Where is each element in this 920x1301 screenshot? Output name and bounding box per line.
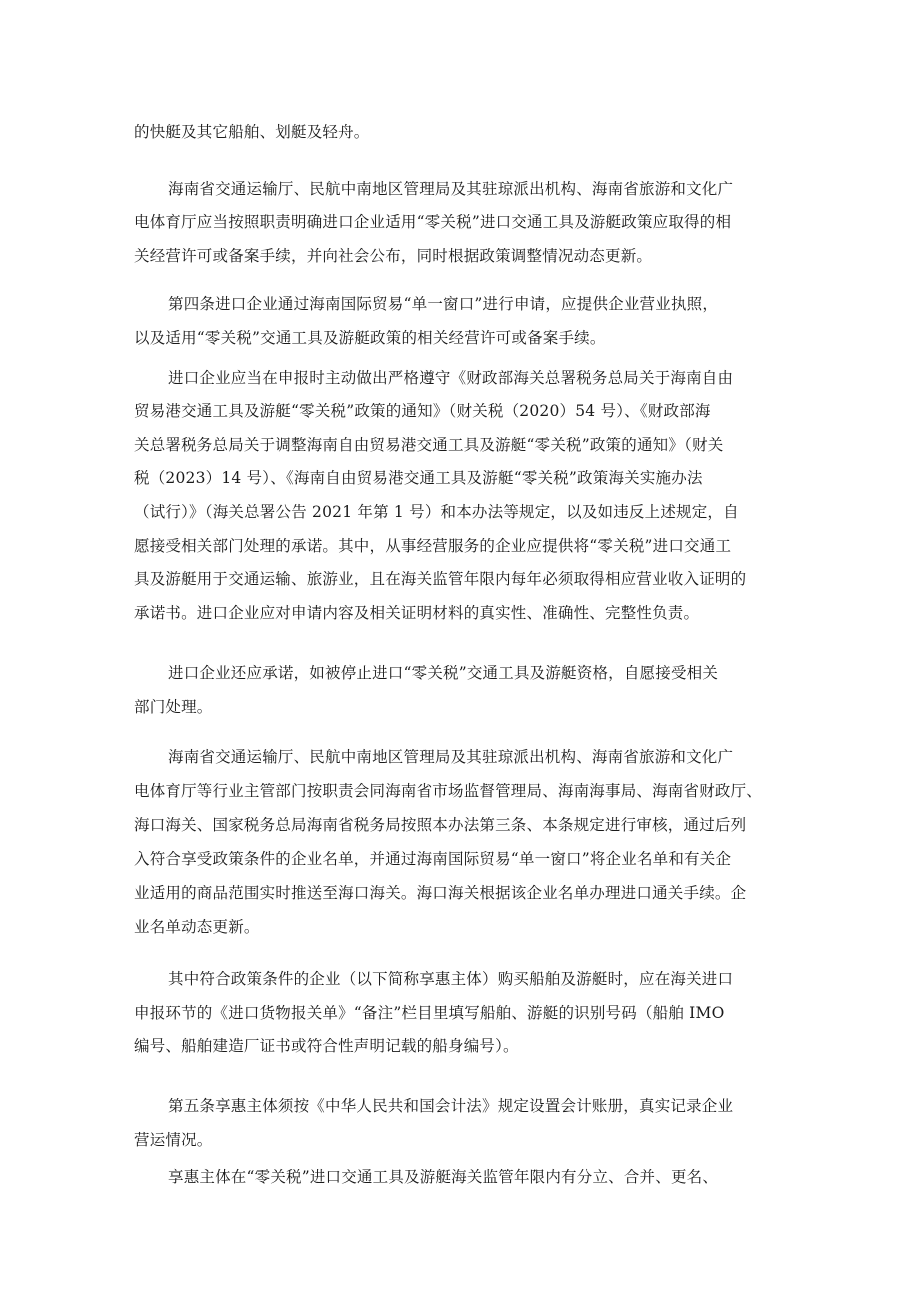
text-line: 申报环节的《进口货物报关单》“备注”栏目里填写船舶、游艇的识别号码（船舶 IMO <box>134 1004 725 1022</box>
text-line: 具及游艇用于交通运输、旅游业，且在海关监管年限内每年必须取得相应营业收入证明的 <box>134 570 747 588</box>
paragraph-7-line-1 <box>0 965 920 993</box>
paragraph-2-line-3 <box>0 242 920 270</box>
text-line: 进口企业应当在申报时主动做出严格遵守《财政部海关总署税务总局关于海南自由 <box>168 369 734 387</box>
text-line: 业适用的商品范围实时推送至海口海关。海口海关根据该企业名单办理进口通关手续。企 <box>134 884 747 902</box>
text-line: 其中符合政策条件的企业（以下简称享惠主体）购买船舶及游艇时，应在海关进口 <box>168 970 734 988</box>
paragraph-6-line-5 <box>0 879 920 907</box>
paragraph-6-line-6 <box>0 913 920 941</box>
text-line: 编号、船舶建造厂证书或符合性声明记载的船身编号）。 <box>134 1037 519 1055</box>
paragraph-8-line-1 <box>0 1092 920 1120</box>
text-line: 的快艇及其它船舶、划艇及轻舟。 <box>134 123 370 141</box>
paragraph-4-line-3 <box>0 431 920 459</box>
paragraph-5-line-1 <box>0 659 920 687</box>
paragraph-1-line-1 <box>0 118 920 146</box>
text-line: 部门处理。 <box>134 698 213 716</box>
text-line: 进口企业还应承诺，如被停止进口“零关税”交通工具及游艇资格，自愿接受相关 <box>168 664 719 682</box>
text-line: 入符合享受政策条件的企业名单，并通过海南国际贸易“单一窗口”将企业名单和有关企 <box>134 850 732 868</box>
paragraph-4-line-4 <box>0 464 920 492</box>
text-line: 营运情况。 <box>134 1131 213 1149</box>
paragraph-4-line-8 <box>0 599 920 627</box>
text-line: 愿接受相关部门处理的承诺。其中，从事经营服务的企业应提供将“零关税”进口交通工 <box>134 537 732 555</box>
paragraph-4-line-1 <box>0 364 920 392</box>
paragraph-7-line-2 <box>0 999 920 1027</box>
text-line: 承诺书。进口企业应对申请内容及相关证明材料的真实性、准确性、完整性负责。 <box>134 604 700 622</box>
text-line: （试行）》（海关总署公告 2021 年第 1 号）和本办法等规定，以及如违反上述规定，自 <box>134 503 739 521</box>
paragraph-4-line-7 <box>0 565 920 593</box>
paragraph-2-line-1 <box>0 175 920 203</box>
text-line: 税（2023）14 号）、《海南自由贸易港交通工具及游艇“零关税”政策海关实施办法 <box>134 469 703 487</box>
paragraph-6-line-2 <box>0 777 920 805</box>
paragraph-3-line-2 <box>0 324 920 352</box>
text-line: 关经营许可或备案手续，并向社会公布，同时根据政策调整情况动态更新。 <box>134 247 653 265</box>
text-line: 业名单动态更新。 <box>134 918 260 936</box>
text-line: 电体育厅等行业主管部门按职责会同海南省市场监督管理局、海南海事局、海南省财政厅、 <box>134 782 763 800</box>
paragraph-9-line-1 <box>0 1163 920 1191</box>
text-line: 关总署税务总局关于调整海南自由贸易港交通工具及游艇“零关税”政策的通知》（财关 <box>134 436 724 454</box>
paragraph-2-line-2 <box>0 208 920 236</box>
paragraph-8-line-2 <box>0 1126 920 1154</box>
text-line: 海南省交通运输厅、民航中南地区管理局及其驻琼派出机构、海南省旅游和文化广 <box>168 180 734 198</box>
paragraph-4-line-5 <box>0 498 920 526</box>
paragraph-3-line-1 <box>0 290 920 318</box>
text-line: 海口海关、国家税务总局海南省税务局按照本办法第三条、本条规定进行审核，通过后列 <box>134 816 747 834</box>
text-line: 第四条进口企业通过海南国际贸易“单一窗口”进行申请，应提供企业营业执照， <box>168 295 719 313</box>
paragraph-4-line-2 <box>0 397 920 425</box>
paragraph-5-line-2 <box>0 693 920 721</box>
paragraph-6-line-4 <box>0 845 920 873</box>
paragraph-4-line-6 <box>0 532 920 560</box>
text-line: 电体育厅应当按照职责明确进口企业适用“零关税”进口交通工具及游艇政策应取得的相 <box>134 213 732 231</box>
paragraph-6-line-3 <box>0 811 920 839</box>
paragraph-6-line-1 <box>0 743 920 771</box>
text-line: 第五条享惠主体须按《中华人民共和国会计法》规定设置会计账册，真实记录企业 <box>168 1097 734 1115</box>
text-line: 以及适用“零关税”交通工具及游艇政策的相关经营许可或备案手续。 <box>134 329 606 347</box>
text-line: 海南省交通运输厅、民航中南地区管理局及其驻琼派出机构、海南省旅游和文化广 <box>168 748 734 766</box>
text-line: 享惠主体在“零关税”进口交通工具及游艇海关监管年限内有分立、合并、更名、 <box>168 1168 719 1186</box>
paragraph-7-line-3 <box>0 1032 920 1060</box>
text-line: 贸易港交通工具及游艇“零关税”政策的通知》（财关税（2020）54 号）、《财政部海 <box>134 402 711 420</box>
